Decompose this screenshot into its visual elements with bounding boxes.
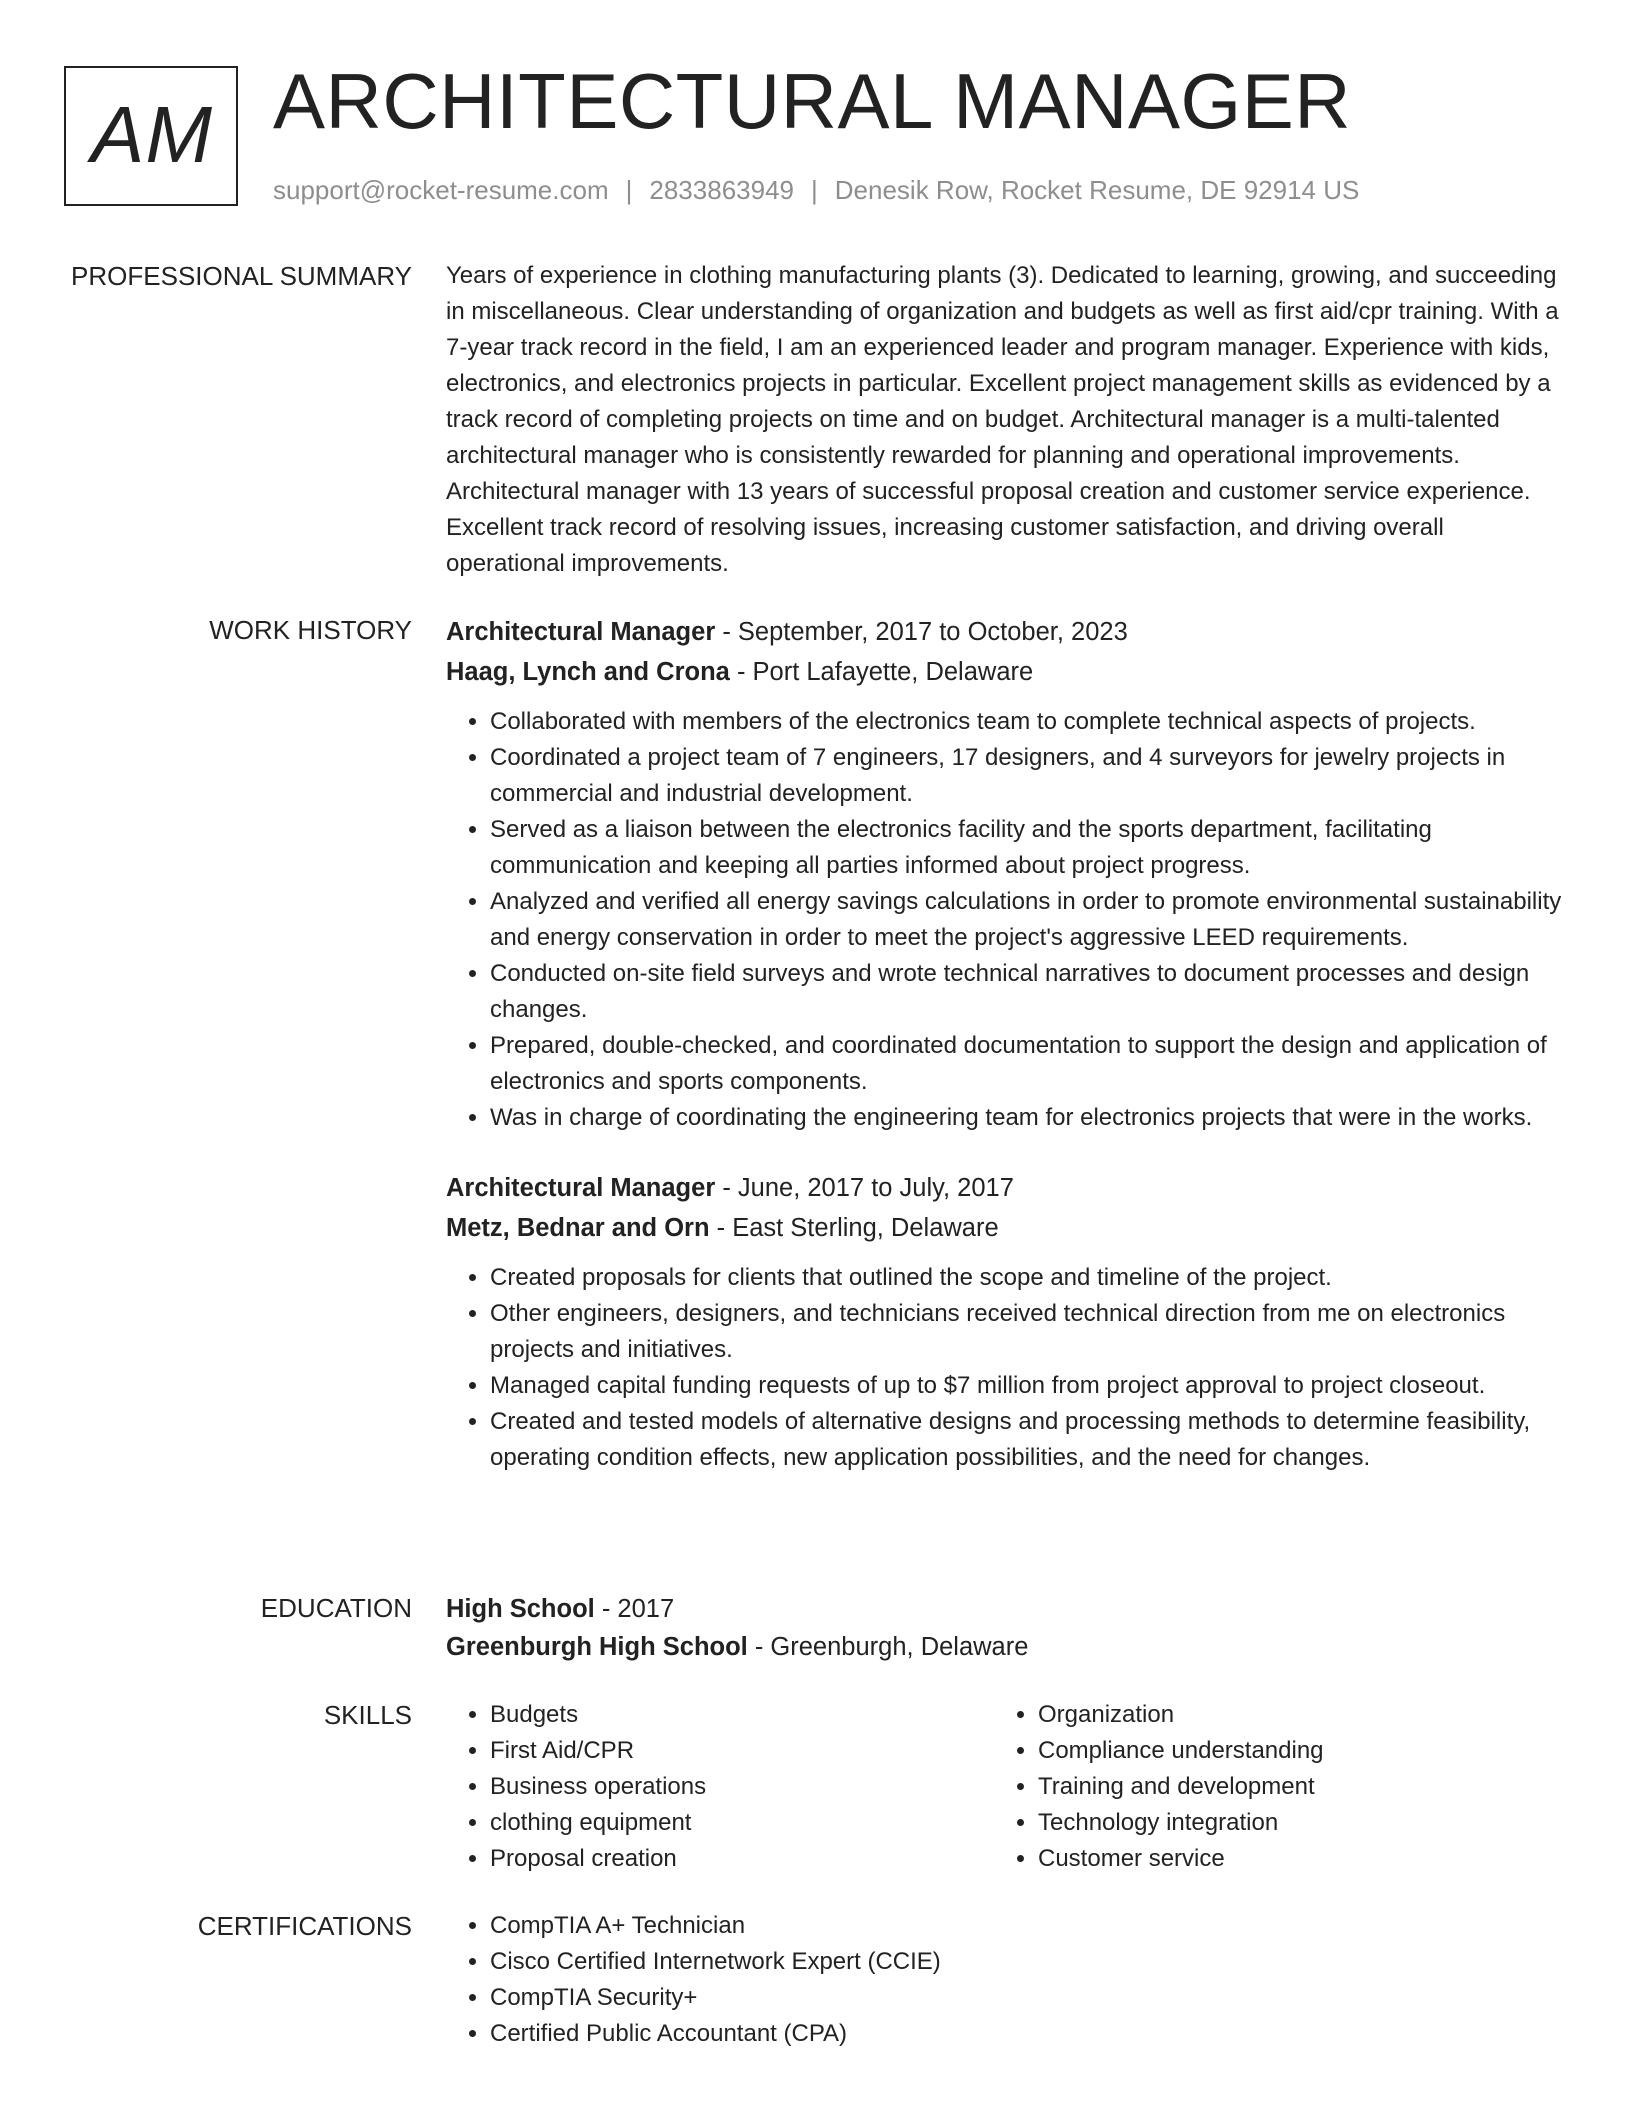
skills-body bbox=[446, 1697, 1566, 1877]
skill-item: • Customer service bbox=[1038, 1841, 1542, 1877]
job-company: Metz, Bednar and Orn bbox=[446, 1214, 710, 1242]
certifications-list bbox=[446, 1908, 1566, 2052]
job-location: - Port Lafayette, Delaware bbox=[729, 658, 1034, 686]
summary-text: Years of experience in clothing manufacturing plants (3). Dedicated to learning, growing, and succeeding in miscellaneous. Clear understanding of organization and budgets as well as first aid/cpr training. With a 7-year track record in the field, I am an experienced leader and program manager. Experience with kids, electronics, and electronics projects in particular. Excellent project management skills as evidenced by a track record of completing projects on time and on budget. Architectural manager is a multi-talented architectural manager who is consistently rewarded for planning and operational improvements. Architectural manager with 13 years of successful proposal creation and customer service experience. Excellent track record of resolving issues, increasing customer satisfaction, and driving overall operational improvements. bbox=[446, 262, 1559, 577]
section-label-work: WORK HISTORY bbox=[209, 615, 412, 645]
education-year: - 2017 bbox=[594, 1595, 675, 1623]
skill-item: • Budgets bbox=[490, 1697, 994, 1733]
job-bullet: • Conducted on-site field surveys and wrote technical narratives to document processes and design changes. bbox=[490, 956, 1566, 1028]
job-bullets bbox=[446, 704, 1566, 1136]
section-label-education: EDUCATION bbox=[260, 1593, 412, 1623]
certification-item: • Cisco Certified Internetwork Expert (CCIE) bbox=[490, 1944, 1566, 1980]
education-body bbox=[446, 1590, 1566, 1666]
contact-separator: | bbox=[811, 175, 818, 205]
monogram-logo: AM bbox=[64, 66, 238, 206]
job-bullet: • Created proposals for clients that outlined the scope and timeline of the project. bbox=[490, 1260, 1566, 1296]
skill-item: • Proposal creation bbox=[490, 1841, 994, 1877]
skill-item: • Compliance understanding bbox=[1038, 1733, 1542, 1769]
certification-item: • CompTIA Security+ bbox=[490, 1980, 1566, 2016]
work-history-body bbox=[446, 612, 1566, 1476]
education-degree: High School bbox=[446, 1595, 595, 1623]
job-bullet: • Served as a liaison between the electronics facility and the sports department, facilitating communication and keeping all parties informed about project progress. bbox=[490, 812, 1566, 884]
contact-address: Denesik Row, Rocket Resume, DE 92914 US bbox=[834, 175, 1360, 205]
job-title: Architectural Manager bbox=[446, 1174, 716, 1202]
education-school-line bbox=[446, 1628, 1566, 1666]
job-bullets bbox=[446, 1260, 1566, 1476]
skill-item: • First Aid/CPR bbox=[490, 1733, 994, 1769]
job-bullet: • Prepared, double-checked, and coordinated documentation to support the design and application of electronics and sports components. bbox=[490, 1028, 1566, 1100]
job-bullet: • Other engineers, designers, and technicians received technical direction from me on electronics projects and initiatives. bbox=[490, 1296, 1566, 1368]
skill-item: • Business operations bbox=[490, 1769, 994, 1805]
contact-line bbox=[273, 174, 1359, 206]
resume-title: ARCHITECTURAL MANAGER bbox=[273, 57, 1352, 145]
job-title: Architectural Manager bbox=[446, 618, 716, 646]
certification-item: • Certified Public Accountant (CPA) bbox=[490, 2016, 1566, 2052]
section-label-certifications: CERTIFICATIONS bbox=[197, 1911, 412, 1941]
summary-body bbox=[446, 258, 1566, 582]
job-bullet: • Managed capital funding requests of up to $7 million from project approval to project closeout. bbox=[490, 1368, 1566, 1404]
job-bullet: • Was in charge of coordinating the engineering team for electronics projects that were in the works. bbox=[490, 1100, 1566, 1136]
skill-item: • Organization bbox=[1038, 1697, 1542, 1733]
job-title-line bbox=[446, 612, 1566, 652]
skill-item: • clothing equipment bbox=[490, 1805, 994, 1841]
job-bullet: • Collaborated with members of the electronics team to complete technical aspects of projects. bbox=[490, 704, 1566, 740]
contact-phone[interactable]: 2833863949 bbox=[649, 175, 794, 205]
skill-item: • Training and development bbox=[1038, 1769, 1542, 1805]
job-dates: - September, 2017 to October, 2023 bbox=[715, 618, 1128, 646]
job-bullet: • Analyzed and verified all energy savings calculations in order to promote environmental sustainability and energy conservation in order to meet the project's aggressive LEED requirements. bbox=[490, 884, 1566, 956]
contact-email[interactable]: support@rocket-resume.com bbox=[273, 175, 609, 205]
job-title-line bbox=[446, 1168, 1566, 1208]
job-bullet: • Created and tested models of alternative designs and processing methods to determine feasibility, operating condition effects, new application possibilities, and the need for changes. bbox=[490, 1404, 1566, 1476]
contact-separator: | bbox=[625, 175, 633, 205]
certifications-body bbox=[446, 1908, 1566, 2052]
education-degree-line bbox=[446, 1590, 1566, 1628]
certification-item: • CompTIA A+ Technician bbox=[490, 1908, 1566, 1944]
skill-item: • Technology integration bbox=[1038, 1805, 1542, 1841]
section-label-summary: PROFESSIONAL SUMMARY bbox=[71, 261, 412, 291]
education-location: - Greenburgh, Delaware bbox=[747, 1633, 1029, 1661]
education-school: Greenburgh High School bbox=[446, 1633, 748, 1661]
skills-list-left bbox=[446, 1697, 994, 1877]
job-entry bbox=[446, 1168, 1566, 1476]
job-company: Haag, Lynch and Crona bbox=[446, 658, 730, 686]
job-company-line bbox=[446, 1208, 1566, 1248]
job-entry bbox=[446, 612, 1566, 1136]
job-location: - East Sterling, Delaware bbox=[709, 1214, 999, 1242]
section-label-skills: SKILLS bbox=[323, 1700, 412, 1730]
job-company-line bbox=[446, 652, 1566, 692]
skills-list-right bbox=[994, 1697, 1542, 1877]
job-bullet: • Coordinated a project team of 7 engineers, 17 designers, and 4 surveyors for jewelry projects in commercial and industrial development. bbox=[490, 740, 1566, 812]
job-dates: - June, 2017 to July, 2017 bbox=[715, 1174, 1014, 1202]
